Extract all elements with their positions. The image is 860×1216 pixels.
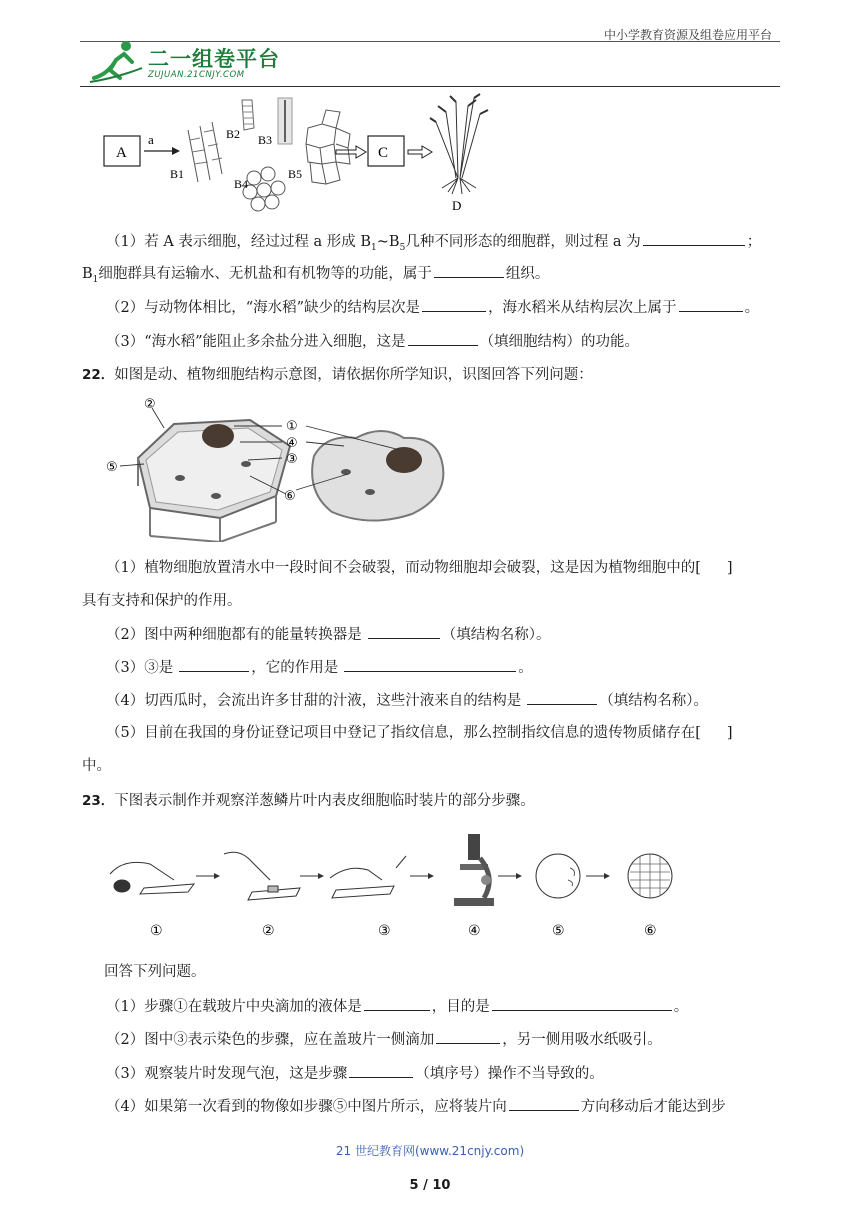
q21-part1-cont: $B_1$细胞群具有运输水、无机盐和有机物等的功能，属于 组织。 [82, 263, 549, 290]
b5-parenchyma-cells [306, 110, 350, 184]
platform-name: 中小学教育资源及组卷应用平台 [603, 28, 772, 42]
box-a-label: A [116, 145, 127, 161]
step-label-5: ⑤ [552, 923, 565, 939]
footer-site-link[interactable]: 21 世纪教育网(www.21cnjy.com) [335, 1144, 525, 1158]
q23-part3: （3）观察装片时发现气泡，这是步骤 （填序号）操作不当导致的。 [106, 1063, 604, 1084]
plant-cell [138, 420, 290, 542]
step-label-3: ③ [378, 923, 391, 939]
q22-blank-juice[interactable] [527, 690, 597, 705]
header-rule-bottom [80, 86, 780, 87]
q23-blank-stain[interactable] [436, 1029, 500, 1044]
b4-label: B4 [234, 177, 249, 191]
label-3: ③ [286, 452, 298, 467]
logo-title: 二一组卷平台 [148, 47, 280, 71]
step4-microscope [454, 834, 494, 906]
logo-subtitle: ZUJUAN.21CNJY.COM [148, 70, 245, 80]
step-label-4: ④ [468, 923, 481, 939]
b1-vessel-cells [188, 122, 222, 182]
q21-blank-level[interactable] [422, 297, 486, 312]
b3-fiber-cell [278, 98, 292, 144]
q22-blank-structure3[interactable] [179, 657, 249, 672]
box-c-label: C [378, 145, 389, 161]
q23-part4: （4）如果第一次看到的物像如步骤⑤中图片所示，应将装片向 方向移动后才能达到步 [106, 1096, 726, 1117]
q22-part5: （5）目前在我国的身份证登记项目中登记了指纹信息，那么控制指纹信息的遗传物质储存在[ ] [106, 725, 733, 741]
step-label-1: ① [150, 923, 163, 939]
figure-slide-steps [104, 828, 704, 944]
q21-blank-process-a[interactable] [643, 231, 745, 246]
b2-cells [242, 100, 254, 130]
q23-blank-purpose[interactable] [492, 996, 672, 1011]
figure-plant-animal-cell [100, 396, 472, 542]
step3-staining [330, 856, 406, 898]
runner-icon [86, 38, 146, 86]
q23-part1: （1）步骤①在载玻片中央滴加的液体是 ，目的是 。 [106, 996, 688, 1017]
b5-label: B5 [288, 167, 303, 181]
q23-answer-prompt: 回答下列问题。 [104, 964, 206, 980]
q22-part2: （2）图中两种细胞都有的能量转换器是 （填结构名称）。 [106, 624, 550, 645]
page-number: 5 / 10 [409, 1178, 451, 1193]
q22-part4: （4）切西瓜时，会流出许多甘甜的汁液，这些汁液来自的结构是 （填结构名称）。 [106, 690, 708, 711]
label-2: ② [144, 397, 156, 412]
b1-label: B1 [170, 167, 185, 181]
b2-label: B2 [226, 127, 241, 141]
step1-drop-liquid [110, 862, 194, 894]
q21-part2: （2）与动物体相比，“海水稻”缺少的结构层次是 ，海水稻米从结构层次上属于 。 [106, 297, 759, 318]
q23-blank-liquid[interactable] [364, 996, 430, 1011]
b4-round-cells [243, 167, 285, 211]
q23-blank-step[interactable] [349, 1063, 413, 1078]
q22-blank-energy[interactable] [368, 624, 440, 639]
step-label-6: ⑥ [644, 923, 657, 939]
q22-part1-cont: 具有支持和保护的作用。 [82, 593, 242, 609]
figure-plant-cell-tissue [100, 92, 520, 220]
q21-part1: （1）若 A 表示细胞，经过过程 a 形成 $B_1\sim B_5$几种不同形态的细胞群，则过程 a 为 ； [106, 231, 761, 258]
q22-part1: （1）植物细胞放置清水中一段时间不会破裂，而动物细胞却会破裂，这是因为植物细胞中的[ ] [106, 560, 733, 576]
q21-part3: （3）“海水稻”能阻止多余盐分进入细胞，这是 （填细胞结构）的功能。 [106, 331, 639, 352]
q23-part2: （2）图中③表示染色的步骤，应在盖玻片一侧滴加 ，另一侧用吸水纸吸引。 [106, 1029, 662, 1050]
site-logo [86, 38, 286, 86]
step5-view-field [536, 854, 580, 898]
label-6: ⑥ [284, 489, 296, 504]
q21-blank-tissue[interactable] [434, 263, 504, 278]
q21-blank-structure[interactable] [408, 331, 478, 346]
b3-label: B3 [258, 133, 273, 147]
process-a-label: a [148, 132, 154, 147]
d-label: D [452, 198, 462, 213]
label-4: ④ [286, 436, 298, 451]
q21-blank-rice-level[interactable] [679, 297, 743, 312]
step-label-2: ② [262, 923, 275, 939]
step6-view-cells [628, 854, 672, 898]
step2-tweezers [224, 852, 300, 900]
label-1: ① [286, 419, 298, 434]
q22-stem: 22．如图是动、植物细胞结构示意图，请依据你所学知识，识图回答下列问题： [82, 367, 593, 383]
q22-part3: （3）③是 ，它的作用是 。 [106, 657, 533, 678]
label-5: ⑤ [106, 460, 118, 475]
q23-stem: 23．下图表示制作并观察洋葱鳞片叶内表皮细胞临时装片的部分步骤。 [82, 793, 535, 809]
rice-plant [430, 94, 488, 194]
q22-blank-function[interactable] [344, 657, 516, 672]
q23-blank-direction[interactable] [509, 1096, 579, 1111]
q22-part5-cont: 中。 [82, 758, 111, 774]
